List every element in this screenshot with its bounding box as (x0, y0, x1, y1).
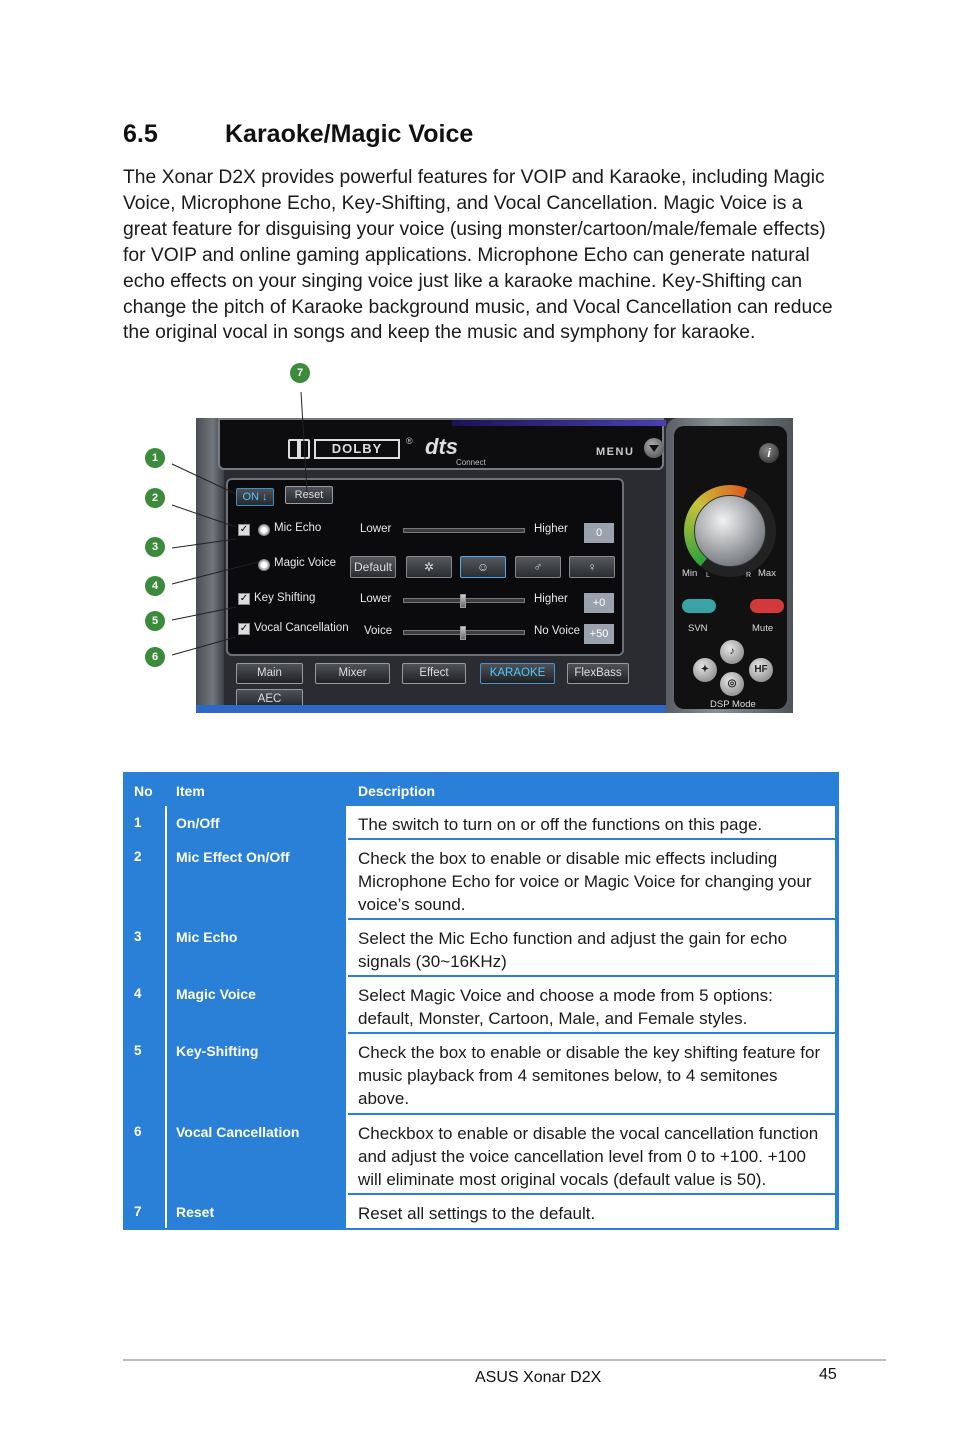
mic-echo-radio[interactable] (258, 524, 270, 536)
row-description: Check the box to enable or disable the key shifting feature for music playback from 4 semitones below, to 4 semitones above. (347, 1034, 835, 1113)
dolby-registered: ® (406, 436, 413, 446)
balance-l-label: L (706, 572, 710, 579)
vocal-cancellation-novoice: No Voice (534, 625, 581, 637)
row-item: Reset (176, 1204, 215, 1220)
column-divider (165, 806, 167, 1228)
top-logo-band (218, 418, 664, 470)
header-no: No (134, 783, 153, 799)
monster-icon: ✲ (423, 560, 435, 574)
callout-5: 5 (145, 611, 165, 631)
dsp-game-icon[interactable]: ✦ (693, 658, 717, 682)
mic-echo-label: Mic Echo (274, 522, 322, 534)
vocal-cancellation-voice: Voice (364, 625, 393, 637)
key-shifting-thumb[interactable] (460, 594, 466, 608)
mute-label: Mute (752, 623, 774, 634)
male-icon: ♂ (533, 560, 543, 574)
mic-echo-value: 0 (584, 523, 614, 543)
tab-main[interactable]: Main (236, 663, 303, 684)
tab-mixer[interactable]: Mixer (315, 663, 390, 684)
table-row (123, 1115, 839, 1195)
key-shifting-value: +0 (584, 593, 614, 613)
magic-voice-label: Magic Voice (274, 557, 337, 569)
female-icon: ♀ (587, 560, 597, 574)
mic-echo-lower: Lower (360, 523, 392, 535)
table-row (123, 1195, 839, 1228)
callout-7: 7 (290, 363, 310, 383)
header-description: Description (358, 783, 436, 799)
dolby-dd-icon (288, 439, 310, 459)
karaoke-panel (226, 478, 624, 656)
dolby-logo (288, 439, 406, 459)
row-no: 2 (134, 849, 142, 864)
menu-label: MENU (596, 446, 635, 458)
intro-paragraph: The Xonar D2X provides powerful features for VOIP and Karaoke, including Magic Voice, Microphone Echo, Key-Shifting, and Vocal Cancellation. Magic Voice is a great feature for disguising your voice (using monster/cartoon/male/female effects) for VOIP and online gaming applications. Microphone Echo can generate natural echo effects on your singing voice just like a karaoke machine. Key-Shifting can change the pitch of Karaoke background music, and Vocal Cancellation can reduce the original vocal in songs and keep the music and symphony for karaoke. (123, 167, 833, 344)
knob-max-label: Max (758, 568, 776, 579)
page-number: 45 (819, 1366, 837, 1383)
dolby-text: DOLBY (314, 439, 400, 459)
row-item: Mic Effect On/Off (176, 849, 290, 865)
dsp-movie-icon[interactable]: ◎ (720, 672, 744, 696)
bottom-strip (196, 705, 666, 713)
cartoon-icon: ☺ (476, 560, 490, 574)
row-item: Key-Shifting (176, 1043, 259, 1059)
row-no: 7 (134, 1204, 142, 1219)
row-description: Check the box to enable or disable mic effects including Microphone Echo for voice or Magic Voice for changing your voice’s sound. (347, 840, 835, 918)
table-row (123, 806, 839, 840)
magic-voice-cartoon-button[interactable] (460, 556, 506, 578)
callout-4: 4 (145, 576, 165, 596)
callout-1: 1 (145, 448, 165, 468)
row-item: Mic Echo (176, 929, 238, 945)
row-description: Select Magic Voice and choose a mode from 5 options: default, Monster, Cartoon, Male, and Female styles. (347, 977, 835, 1032)
callout-3: 3 (145, 537, 165, 557)
mic-echo-slider[interactable] (403, 528, 525, 533)
row-description: Select the Mic Echo function and adjust the gain for echo signals (30~16KHz) (347, 920, 835, 975)
table-row (123, 977, 839, 1034)
reset-button[interactable]: Reset (285, 486, 333, 504)
on-off-button[interactable]: ON ↓ (236, 488, 274, 506)
table-row (123, 1034, 839, 1115)
dsp-mode-label: DSP Mode (710, 699, 756, 710)
magic-voice-radio[interactable] (258, 559, 270, 571)
callout-6: 6 (145, 647, 165, 667)
row-description: Reset all settings to the default. (347, 1195, 835, 1228)
key-shifting-lower: Lower (360, 593, 392, 605)
callout-2: 2 (145, 488, 165, 508)
volume-knob[interactable] (694, 495, 766, 567)
feature-table (123, 772, 839, 1230)
row-description: The switch to turn on or off the functions on this page. (347, 806, 835, 838)
mic-effect-checkbox[interactable]: ✓ (239, 524, 249, 535)
key-shifting-label: Key Shifting (254, 592, 316, 604)
karaoke-screenshot (196, 418, 793, 713)
column-divider (346, 806, 348, 1228)
magic-voice-default-button[interactable]: Default (350, 556, 396, 578)
row-item: Vocal Cancellation (176, 1124, 300, 1140)
row-item: Magic Voice (176, 986, 256, 1002)
row-no: 3 (134, 929, 142, 944)
mute-toggle[interactable] (750, 599, 784, 613)
menu-dropdown-icon[interactable] (644, 438, 664, 458)
vocal-cancellation-label: Vocal Cancellation (254, 622, 349, 634)
key-shifting-checkbox[interactable]: ✓ (239, 593, 249, 604)
footer-rule (123, 1359, 886, 1361)
key-shifting-higher: Higher (534, 593, 568, 605)
magic-voice-male-button[interactable] (515, 556, 561, 578)
footer-product: ASUS Xonar D2X (475, 1369, 602, 1386)
section-number: 6.5 (123, 120, 158, 148)
table-row (123, 920, 839, 977)
mic-echo-higher: Higher (534, 523, 568, 535)
dts-connect: Connect (456, 458, 486, 467)
dsp-music-icon[interactable]: ♪ (720, 640, 744, 664)
display-strip (452, 420, 666, 426)
row-description: Checkbox to enable or disable the vocal cancellation function and adjust the voice cancellation level from 0 to +100. +100 will eliminate most original vocals (default value is 50). (347, 1115, 835, 1193)
magic-voice-monster-button[interactable] (406, 556, 452, 578)
magic-voice-female-button[interactable] (569, 556, 615, 578)
row-no: 6 (134, 1124, 142, 1139)
info-icon[interactable]: i (759, 443, 779, 463)
table-row (123, 840, 839, 920)
row-item: On/Off (176, 815, 220, 831)
tab-aec[interactable]: AEC (236, 689, 303, 710)
row-no: 4 (134, 986, 142, 1001)
svn-label: SVN (688, 623, 708, 634)
tab-flexbass[interactable]: FlexBass (567, 663, 629, 684)
tab-effect[interactable]: Effect (402, 663, 466, 684)
vocal-cancellation-checkbox[interactable]: ✓ (239, 623, 249, 634)
row-no: 1 (134, 815, 142, 830)
balance-r-label: R (746, 572, 752, 579)
vocal-cancellation-thumb[interactable] (460, 626, 466, 640)
knob-min-label: Min (682, 568, 698, 579)
dsp-hf-icon[interactable]: HF (749, 658, 773, 682)
svn-toggle[interactable] (682, 599, 716, 613)
right-control-panel (666, 418, 793, 713)
header-item: Item (176, 783, 205, 799)
table-header (123, 772, 839, 806)
vocal-cancellation-value: +50 (584, 624, 614, 644)
dts-logo: dts (425, 434, 458, 459)
tab-karaoke[interactable]: KARAOKE (480, 663, 555, 684)
row-no: 5 (134, 1043, 142, 1058)
section-title: Karaoke/Magic Voice (225, 120, 474, 148)
